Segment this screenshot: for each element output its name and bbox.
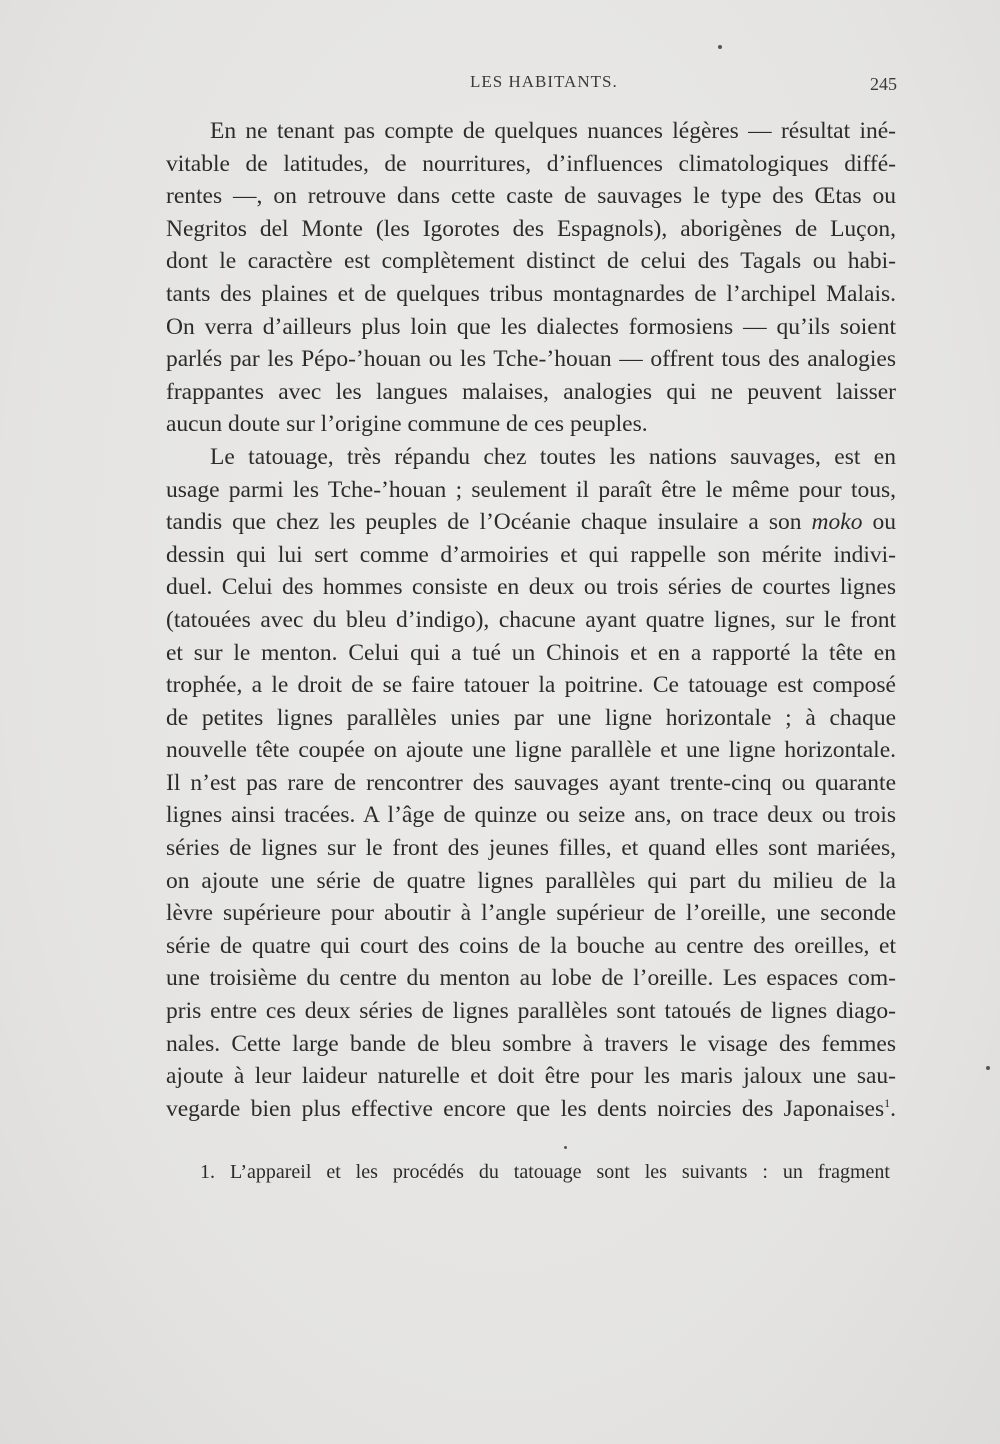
text-line: Le tatouage, très répandu chez toutes les nations sauvages, est en	[210, 443, 896, 470]
text-fragment: .	[890, 1095, 896, 1122]
text-line: lignes ainsi tracées. A l’âge de quinze ou seize ans, on trace deux ou trois	[166, 802, 896, 829]
footnote	[200, 1158, 890, 1186]
text-line: (tatouées avec du bleu d’indigo), chacune ayant quatre lignes, sur le front	[166, 606, 896, 633]
text-line: parlés par les Pépo-’houan ou les Tche-’houan — offrent tous des analogies	[166, 346, 896, 373]
text-line: on ajoute une série de quatre lignes parallèles qui part du milieu de la	[166, 867, 896, 894]
footnote-text: L’appareil et les procédés du tatouage sont les suivants : un fragment	[229, 1161, 890, 1183]
text-line: dont le caractère est complètement distinct de celui des Tagals ou habi-	[166, 248, 896, 275]
text-line: ajoute à leur laideur naturelle et doit être pour les maris jaloux une sau-	[166, 1063, 896, 1090]
paper-speck	[564, 1146, 567, 1149]
text-line: frappantes avec les langues malaises, analogies qui ne peuvent laisser	[166, 378, 896, 405]
text-line: nales. Cette large bande de bleu sombre à travers le visage des femmes	[166, 1030, 896, 1057]
text-line: usage parmi les Tche-’houan ; seulement il paraît être le même pour tous,	[166, 476, 896, 503]
text-line: trophée, a le droit de se faire tatouer la poitrine. Ce tatouage est composé	[166, 672, 896, 699]
text-line: lèvre supérieure pour aboutir à l’angle supérieur de l’oreille, une seconde	[166, 900, 896, 927]
text-line: vitable de latitudes, de nourritures, d’influences climatologiques diffé-	[166, 150, 896, 177]
footnote-marker: 1.	[200, 1161, 215, 1183]
paper-speck	[718, 45, 722, 49]
text-line: dessin qui lui sert comme d’armoiries et qui rappelle son mérite indivi-	[166, 541, 896, 568]
text-line	[166, 1093, 896, 1126]
text-line: pris entre ces deux séries de lignes parallèles sont tatoués de lignes diago-	[166, 998, 896, 1025]
text-line: et sur le menton. Celui qui a tué un Chinois et en a rapporté la tête en	[166, 639, 896, 666]
text-line: On verra d’ailleurs plus loin que les dialectes formosiens — qu’ils soient	[166, 313, 896, 340]
text-fragment: tandis que chez les peuples de l’Océanie chaque insulaire a son	[166, 509, 812, 536]
text-line: nouvelle tête coupée on ajoute une ligne parallèle et une ligne horizontale.	[166, 737, 896, 764]
text-line: séries de lignes sur le front des jeunes filles, et quand elles sont mariées,	[166, 835, 896, 862]
text-line: Negritos del Monte (les Igorotes des Espagnols), aborigènes de Luçon,	[166, 215, 896, 242]
text-line: duel. Celui des hommes consiste en deux ou trois séries de courtes lignes	[166, 574, 896, 601]
footnote-reference: 1	[884, 1095, 891, 1110]
text-line: rentes —, on retrouve dans cette caste de sauvages le type des Œtas ou	[166, 183, 896, 210]
text-line: Il n’est pas rare de rencontrer des sauvages ayant trente-cinq ou quarante	[166, 769, 896, 796]
text-line: tants des plaines et de quelques tribus montagnardes de l’archipel Malais.	[166, 280, 896, 307]
text-line: En ne tenant pas compte de quelques nuances légères — résultat iné-	[210, 118, 896, 144]
text-fragment: ou	[862, 509, 896, 536]
text-line: de petites lignes parallèles unies par une ligne horizontale ; à chaque	[166, 704, 896, 731]
text-line: une troisième du centre du menton au lobe de l’oreille. Les espaces com-	[166, 965, 896, 992]
text-line: série de quatre qui court des coins de la bouche au centre des oreilles, et	[166, 932, 896, 959]
running-head: LES HABITANTS.	[470, 72, 618, 91]
text-line: aucun doute sur l’origine commune de ces peuples.	[166, 411, 648, 438]
body-text	[166, 115, 896, 1125]
text-line	[166, 506, 896, 539]
italic-word: moko	[811, 509, 863, 536]
page-number: 245	[870, 74, 897, 94]
paper-speck	[986, 1066, 990, 1070]
text-fragment: vegarde bien plus effective encore que les dents noircies des Japonaises	[166, 1095, 885, 1122]
